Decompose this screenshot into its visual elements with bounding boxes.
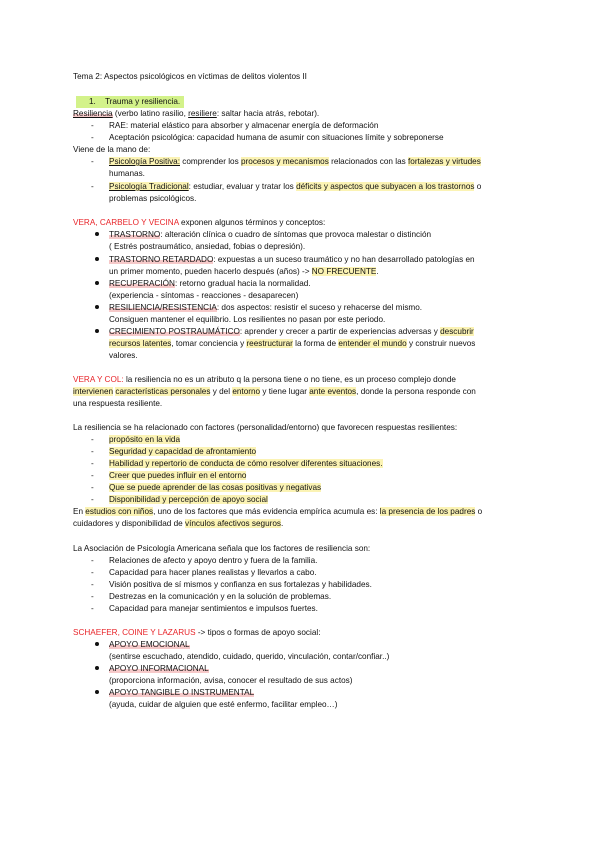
section-heading <box>76 96 184 108</box>
text: : aprender y crecer a partir de experiencias adversas y <box>239 327 441 336</box>
term: RECUPERACIÓN <box>109 279 175 288</box>
list-item <box>109 494 268 506</box>
dash-bullet: - <box>91 580 94 589</box>
highlight: fortalezas y virtudes <box>408 157 481 166</box>
term: TRASTORNO RETARDADO <box>109 255 214 264</box>
text: comprender los <box>180 157 241 166</box>
highlight: Seguridad y capacidad de afrontamiento <box>109 447 257 456</box>
text: : alteración clínica o cuadro de síntomas que provoca malestar o distinción <box>160 230 432 239</box>
highlight: ante eventos <box>309 387 357 396</box>
highlight: estudios con niños <box>85 507 154 516</box>
dash-bullet: - <box>91 483 94 492</box>
text: (verbo latino rasilio, <box>112 109 189 118</box>
authors-line <box>73 217 325 229</box>
authors-line <box>73 374 456 386</box>
highlight: Habilidad y repertorio de conducta de cómo resolver diferentes situaciones. <box>109 459 383 468</box>
list-item: Relaciones de afecto y apoyo dentro y fuera de la familia. <box>109 556 318 565</box>
text-line: problemas psicológicos. <box>109 194 197 203</box>
dash-bullet: - <box>91 556 94 565</box>
text-line: una respuesta resiliente. <box>73 399 163 408</box>
text-line: (sentirse escuchado, atendido, cuidado, querido, vinculación, contar/confiar..) <box>109 652 390 661</box>
text: -> tipos o formas de apoyo social: <box>195 628 321 637</box>
list-item <box>109 663 209 675</box>
highlight: entorno <box>232 387 261 396</box>
list-item <box>109 687 254 699</box>
authors-line <box>73 627 320 639</box>
text-line: (ayuda, cuidar de alguien que esté enfermo, facilitar empleo…) <box>109 700 338 709</box>
list-item: Destrezas en la comunicación y en la solución de problemas. <box>109 592 332 601</box>
highlight: Creer que puedes influir en el entorno <box>109 471 247 480</box>
highlight: intervienen <box>73 387 114 396</box>
list-item: Capacidad para hacer planes realistas y llevarlos a cabo. <box>109 568 317 577</box>
dash-bullet: - <box>91 133 94 142</box>
highlight: propósito en la vida <box>109 435 181 444</box>
bullet <box>95 305 99 309</box>
label: Psicología Tradicional <box>109 182 189 191</box>
text-line <box>109 338 475 350</box>
bullet <box>95 257 99 261</box>
authors: VERA, CARBELO Y VECINA <box>73 218 179 227</box>
text-line: La resiliencia se ha relacionado con factores (personalidad/entorno) que favorecen respuestas resilientes: <box>73 423 458 432</box>
highlight: Que se puede aprender de las cosas positivas y negativas <box>109 483 322 492</box>
label: Psicología Positiva: <box>109 157 180 166</box>
highlight: recursos latentes <box>109 339 172 348</box>
highlight: procesos y mecanismos <box>240 157 329 166</box>
term: APOYO TANGIBLE O INSTRUMENTAL <box>109 688 255 697</box>
text-line: valores. <box>109 351 138 360</box>
dash-bullet: - <box>91 157 94 166</box>
list-item <box>109 278 311 290</box>
list-item <box>109 302 422 314</box>
list-item <box>109 434 180 446</box>
text: : expuestas a un suceso traumático y no han desarrollado patologías en <box>213 255 475 264</box>
dash-bullet: - <box>91 568 94 577</box>
list-item <box>109 229 431 241</box>
text-line: Viene de la mano de: <box>73 145 151 154</box>
list-item <box>109 470 246 482</box>
highlight: Disponibilidad y percepción de apoyo social <box>109 495 268 504</box>
highlight: descubrir <box>440 327 474 336</box>
text-line: La Asociación de Psicología Americana señala que los factores de resiliencia son: <box>73 544 371 553</box>
text-line: (experiencia - síntomas - reacciones - desaparecen) <box>109 291 299 300</box>
dash-bullet: - <box>91 459 94 468</box>
dash-bullet: - <box>91 121 94 130</box>
text: : estudiar, evaluar y tratar los <box>188 182 297 191</box>
text-line <box>73 506 482 518</box>
highlight: entender el mundo <box>338 339 407 348</box>
list-item <box>109 156 481 168</box>
text: y tiene lugar <box>260 387 310 396</box>
term: CRECIMIENTO POSTRAUMÁTICO <box>109 327 240 336</box>
text-line <box>109 266 379 278</box>
dash-bullet: - <box>91 447 94 456</box>
heading-text: Trauma y resiliencia. <box>104 97 181 106</box>
list-item: RAE: material elástico para absorber y almacenar energía de deformación <box>109 121 379 130</box>
term: APOYO EMOCIONAL <box>109 640 190 649</box>
definition-line <box>73 108 319 120</box>
list-item <box>109 446 256 458</box>
term: RESILIENCIA/RESISTENCIA <box>109 303 217 312</box>
dash-bullet: - <box>91 592 94 601</box>
dash-bullet: - <box>91 495 94 504</box>
highlight: características personales <box>115 387 211 396</box>
dash-bullet: - <box>91 604 94 613</box>
authors: VERA Y COL: <box>73 375 124 384</box>
text: En <box>73 507 86 516</box>
keyword-resiliencia: Resiliencia <box>73 109 113 118</box>
authors: SCHAEFER, COINE Y LAZARUS <box>73 628 196 637</box>
text: : retorno gradual hacia la normalidad. <box>174 279 311 288</box>
dash-bullet: - <box>91 471 94 480</box>
list-item <box>109 181 481 193</box>
list-item <box>109 482 321 494</box>
text-line: Consiguen mantener el equilibrio. Los resilientes no pasan por este periodo. <box>109 315 386 324</box>
list-item: Visión positiva de sí mismos y confianza en sus fortalezas y habilidades. <box>109 580 372 589</box>
text: . <box>376 267 379 276</box>
text-line <box>73 518 283 530</box>
bullet <box>95 690 99 694</box>
text-line: ( Estrés postraumático, ansiedad, fobias o depresión). <box>109 242 306 251</box>
text-line: humanas. <box>109 169 145 178</box>
highlight: vínculos afectivos seguros <box>184 519 282 528</box>
highlight: la presencia de los padres <box>379 507 476 516</box>
text: : dos aspectos: resistir el suceso y rehacerse del mismo. <box>216 303 423 312</box>
list-item <box>109 639 190 651</box>
list-item <box>109 254 475 266</box>
list-item <box>109 458 383 470</box>
text: cuidadores y disponibilidad de <box>73 519 185 528</box>
text: : saltar hacia atrás, rebotar). <box>216 109 320 118</box>
text: o <box>475 507 483 516</box>
term: APOYO INFORMACIONAL <box>109 664 209 673</box>
term: TRASTORNO <box>109 230 161 239</box>
text: , uno de los factores que más evidencia empírica acumula es: <box>153 507 380 516</box>
text: o <box>474 182 482 191</box>
keyword-resiliere: resiliere <box>188 109 217 118</box>
dash-bullet: - <box>91 435 94 444</box>
list-item <box>109 326 474 338</box>
text: relacionados con las <box>328 157 409 166</box>
text: la resiliencia no es un atributo q la persona tiene o no tiene, es un proceso complejo donde <box>123 375 456 384</box>
text: y del <box>210 387 233 396</box>
text-line: (proporciona información, avisa, conocer el resultado de sus actos) <box>109 676 353 685</box>
list-item: Aceptación psicológica: capacidad humana de asumir con situaciones límite y sobreponerse <box>109 133 444 142</box>
text: y construir nuevos <box>406 339 476 348</box>
text: la forma de <box>292 339 339 348</box>
text: exponen algunos términos y conceptos: <box>178 218 326 227</box>
bullet <box>95 666 99 670</box>
text: , tomar conciencia y <box>171 339 247 348</box>
bullet <box>95 642 99 646</box>
highlight: déficits y aspectos que subyacen a los trastornos <box>296 182 475 191</box>
text: . <box>281 519 284 528</box>
list-item: Capacidad para manejar sentimientos e impulsos fuertes. <box>109 604 318 613</box>
text: un primer momento, pueden hacerlo después (años) -> <box>109 267 312 276</box>
heading-number: 1. <box>89 97 96 106</box>
bullet <box>95 281 99 285</box>
highlight: NO FRECUENTE <box>311 267 377 276</box>
bullet <box>95 329 99 333</box>
highlight: reestructurar <box>246 339 293 348</box>
dash-bullet: - <box>91 182 94 191</box>
text-line <box>73 386 476 398</box>
text: , donde la persona responde con <box>356 387 476 396</box>
page-title: Tema 2: Aspectos psicológicos en víctimas de delitos violentos II <box>73 72 307 81</box>
bullet <box>95 232 99 236</box>
